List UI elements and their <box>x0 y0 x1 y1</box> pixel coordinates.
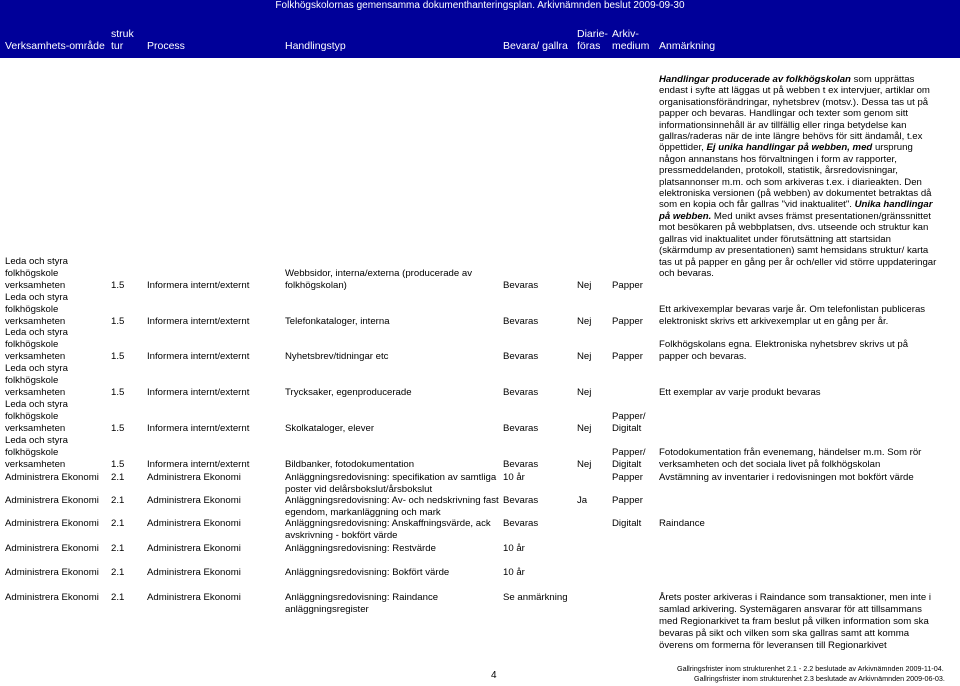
header-diarie-top: Diarie- <box>577 28 608 40</box>
cell-handlingstyp: poster vid delårsbokslut/årsbokslut <box>285 484 433 495</box>
cell-bevara: Bevaras <box>503 423 539 434</box>
cell-area: verksamheten <box>5 459 66 470</box>
cell-area: verksamheten <box>5 423 66 434</box>
cell-area: folkhögskole <box>5 375 59 386</box>
table-header <box>0 12 960 58</box>
header-verksamhetsomrade: Verksamhets-område <box>5 40 105 52</box>
cell-area: folkhögskole <box>5 339 59 350</box>
note-emphasis: på webben. <box>659 210 712 222</box>
cell-area: Leda och styra <box>5 256 68 267</box>
cell-diarie: Nej <box>577 423 592 434</box>
cell-bevara: Bevaras <box>503 280 539 291</box>
cell-area: folkhögskole <box>5 447 59 458</box>
cell-anmarkning: verksamheten och det sociala livet på folkhögskolan <box>659 459 881 470</box>
cell-handlingstyp: Anläggningsredovisning: Av- och nedskrivning fast <box>285 495 499 506</box>
cell-handlingstyp: Anläggningsredovisning: Bokfört värde <box>285 567 450 578</box>
cell-handlingstyp: anläggningsregister <box>285 604 369 615</box>
note-emphasis: Handlingar producerade av folkhögskolan <box>659 74 851 85</box>
page-number: 4 <box>491 670 497 681</box>
cell-bevara: Bevaras <box>503 495 539 506</box>
document-banner: Folkhögskolornas gemensamma dokumenthanteringsplan. Arkivnämnden beslut 2009-09-30 <box>0 0 960 12</box>
cell-anmarkning: Fotodokumentation från evenemang, händelser m.m. Som rör <box>659 447 922 458</box>
cell-area: Leda och styra <box>5 435 68 446</box>
cell-handlingstyp: Anläggningsredovisning: Restvärde <box>285 543 436 554</box>
cell-handlingstyp: Trycksaker, egenproducerade <box>285 387 412 398</box>
note-text: som upprättas <box>850 74 915 85</box>
cell-diarie: Nej <box>577 351 592 362</box>
cell-area: Administrera Ekonomi <box>5 543 99 554</box>
note-line: gallras/raderas när de inte längre behövs för sitt ändamål, t.ex <box>659 131 923 143</box>
cell-bevara: Se anmärkning <box>503 592 568 603</box>
header-process: Process <box>147 40 185 52</box>
cell-bevara: Bevaras <box>503 387 539 398</box>
note-line: mot besökaren på webbplatsen, dvs. utseende och struktur kan <box>659 222 929 234</box>
header-diarie-bottom: föras <box>577 40 601 52</box>
note-line: tas ut på papper en gång per år och/eller vid större uppdateringar <box>659 256 937 268</box>
cell-process: Administrera Ekonomi <box>147 543 241 554</box>
cell-anmarkning: med Regionarkivet ta fram beslut på vilken information som ska <box>659 616 929 627</box>
note-line: pressmeddelanden, protokoll, statistik, årsredovisningar, <box>659 165 898 177</box>
cell-struktur: 1.5 <box>111 316 125 327</box>
cell-area: Administrera Ekonomi <box>5 472 99 483</box>
cell-handlingstyp: egendom, markanläggning och mark <box>285 507 441 518</box>
note-line: och bevaras. <box>659 267 714 279</box>
footer-note: Gallringsfrister inom strukturenhet 2.1 - 2.2 beslutade av Arkivnämnden 2009-11-04. <box>677 664 944 673</box>
cell-struktur: 2.1 <box>111 518 125 529</box>
cell-diarie: Nej <box>577 387 592 398</box>
cell-handlingstyp: Anläggningsredovisning: Raindance <box>285 592 439 603</box>
cell-handlingstyp: Bildbanker, fotodokumentation <box>285 459 415 470</box>
cell-struktur: 1.5 <box>111 351 125 362</box>
cell-struktur: 2.1 <box>111 495 125 506</box>
cell-area: Leda och styra <box>5 292 68 303</box>
cell-process: Administrera Ekonomi <box>147 472 241 483</box>
header-struktur-bottom: tur <box>111 40 124 52</box>
cell-anmarkning: elektroniskt skrivs ett arkivexemplar ut en gång per år. <box>659 316 889 327</box>
note-line: elektroniska versionen (på webben) av dokumentet betraktas då <box>659 188 932 200</box>
header-arkiv-bottom: medium <box>612 40 650 52</box>
cell-medium: Papper/ <box>612 447 646 458</box>
cell-struktur: 1.5 <box>111 280 125 291</box>
cell-handlingstyp: Skolkataloger, elever <box>285 423 375 434</box>
cell-process: Informera internt/externt <box>147 351 250 362</box>
note-text: ursprung <box>872 142 913 154</box>
note-text: som en kopia och får gallras "vid inaktualitet". <box>659 199 855 211</box>
note-line: någon annanstans hos förvaltningen i form av rapporter, <box>659 153 897 165</box>
cell-medium: Digitalt <box>612 423 642 434</box>
cell-handlingstyp: Anläggningsredovisning: specifikation av samtliga <box>285 472 497 483</box>
cell-area: Administrera Ekonomi <box>5 495 99 506</box>
cell-area: Leda och styra <box>5 327 68 338</box>
cell-anmarkning: papper och bevaras. <box>659 351 747 362</box>
cell-bevara: Bevaras <box>503 351 539 362</box>
cell-struktur: 1.5 <box>111 387 125 398</box>
cell-area: Administrera Ekonomi <box>5 567 99 578</box>
cell-bevara: Bevaras <box>503 459 539 470</box>
header-handlingstyp: Handlingstyp <box>285 40 346 52</box>
cell-handlingstyp: Anläggningsredovisning: Anskaffningsvärde, ack <box>285 518 491 529</box>
note-text: Med unikt avses främst presentationen/gränssnittet <box>711 210 931 222</box>
cell-struktur: 2.1 <box>111 592 125 603</box>
note-line: gallras vid inaktualitet under förutsättning att startsidan <box>659 233 891 245</box>
cell-struktur: 2.1 <box>111 567 125 578</box>
cell-medium: Papper/ <box>612 411 646 422</box>
cell-anmarkning: Folkhögskolans egna. Elektroniska nyhetsbrev skrivs ut på <box>659 339 909 350</box>
cell-handlingstyp: Nyhetsbrev/tidningar etc <box>285 351 389 362</box>
cell-anmarkning: Ett arkivexemplar bevaras varje år. Om telefonlistan publiceras <box>659 304 926 315</box>
cell-process: Informera internt/externt <box>147 423 250 434</box>
cell-area: folkhögskole <box>5 268 59 279</box>
cell-anmarkning: bevaras på sikt och vilken som ska gallras samt att komma <box>659 628 910 639</box>
note-emphasis: Unika handlingar <box>854 199 933 211</box>
header-anmarkning: Anmärkning <box>659 40 716 52</box>
note-text: öppettider, <box>659 142 707 154</box>
cell-area: verksamheten <box>5 351 66 362</box>
webbsidor-note <box>659 74 951 279</box>
header-bevara: Bevara/ gallra <box>503 40 568 52</box>
cell-anmarkning: Raindance <box>659 518 705 529</box>
cell-medium: Papper <box>612 351 643 362</box>
cell-medium: Digitalt <box>612 518 642 529</box>
note-line: organisationsförändringar, nyhetsbrev (motsv.). Dessa tas ut på <box>659 96 929 108</box>
cell-process: Administrera Ekonomi <box>147 567 241 578</box>
cell-handlingstyp: avskrivning - bokfört värde <box>285 530 398 541</box>
cell-area: verksamheten <box>5 316 66 327</box>
cell-area: folkhögskole <box>5 411 59 422</box>
cell-area: Administrera Ekonomi <box>5 518 99 529</box>
cell-medium: Papper <box>612 316 643 327</box>
cell-bevara: 10 år <box>503 472 525 483</box>
footer-note: Gallringsfrister inom strukturenhet 2.3 beslutade av Arkivnämnden 2009-06-03. <box>694 674 945 683</box>
cell-area: Administrera Ekonomi <box>5 592 99 603</box>
note-line: endast i syfte att läggas ut på webben t ex intervjuer, artiklar om <box>659 85 930 97</box>
cell-area: Leda och styra <box>5 399 68 410</box>
cell-medium: Papper <box>612 280 643 291</box>
cell-process: Informera internt/externt <box>147 280 250 291</box>
cell-process: Informera internt/externt <box>147 387 250 398</box>
cell-struktur: 2.1 <box>111 543 125 554</box>
cell-area: Leda och styra <box>5 363 68 374</box>
cell-process: Informera internt/externt <box>147 459 250 470</box>
cell-struktur: 1.5 <box>111 423 125 434</box>
cell-handlingstyp: Webbsidor, interna/externa (producerade av <box>285 268 473 279</box>
note-emphasis: Ej unika handlingar på webben, med <box>706 142 873 154</box>
cell-process: Administrera Ekonomi <box>147 495 241 506</box>
note-line: platsannonser m.m. och som arkiveras t.ex. i diarieakten. Den <box>659 176 922 188</box>
cell-medium: Digitalt <box>612 459 642 470</box>
note-line: informationsinnehåll är av tillfällig eller ringa betydelse kan <box>659 119 907 131</box>
cell-diarie: Ja <box>577 495 588 506</box>
cell-bevara: Bevaras <box>503 518 539 529</box>
header-arkiv-top: Arkiv- <box>612 28 639 40</box>
cell-area: verksamheten <box>5 280 66 291</box>
cell-bevara: 10 år <box>503 543 525 554</box>
cell-handlingstyp: folkhögskolan) <box>285 280 347 291</box>
cell-bevara: Bevaras <box>503 316 539 327</box>
cell-process: Administrera Ekonomi <box>147 592 241 603</box>
cell-struktur: 2.1 <box>111 472 125 483</box>
note-line: papper och bevaras. Handlingar och texter som genom sitt <box>659 108 909 120</box>
cell-diarie: Nej <box>577 280 592 291</box>
cell-process: Informera internt/externt <box>147 316 250 327</box>
cell-medium: Papper <box>612 472 643 483</box>
cell-anmarkning: Årets poster arkiveras i Raindance som transaktioner, men inte i <box>659 592 931 603</box>
cell-bevara: 10 år <box>503 567 525 578</box>
header-struktur-top: struk <box>111 28 134 40</box>
cell-process: Administrera Ekonomi <box>147 518 241 529</box>
cell-medium: Papper <box>612 495 643 506</box>
cell-diarie: Nej <box>577 459 592 470</box>
cell-area: verksamheten <box>5 387 66 398</box>
cell-anmarkning: Avstämning av inventarier i redovisningen mot bokfört värde <box>659 472 914 483</box>
cell-anmarkning: överens om formerna för leveransen till Regionarkivet <box>659 640 887 651</box>
cell-diarie: Nej <box>577 316 592 327</box>
cell-handlingstyp: Telefonkataloger, interna <box>285 316 390 327</box>
note-line: (skärmdump av presentationen) samt hemsidans struktur/ karta <box>659 245 929 257</box>
cell-area: folkhögskole <box>5 304 59 315</box>
cell-anmarkning: Ett exemplar av varje produkt bevaras <box>659 387 821 398</box>
cell-anmarkning: samlad arkivering. Systemägaren ansvarar för att tillsammans <box>659 604 922 615</box>
cell-struktur: 1.5 <box>111 459 125 470</box>
